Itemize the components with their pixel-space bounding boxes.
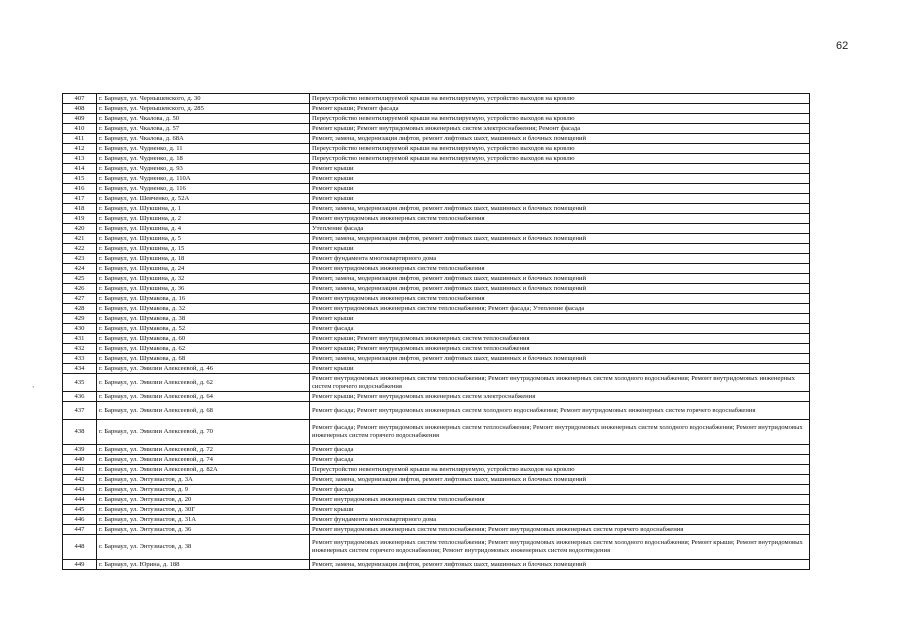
row-number-cell: 408 [63, 104, 97, 114]
row-number-cell: 420 [63, 224, 97, 234]
address-cell: г. Барнаул, ул. Юрина, д. 188 [97, 560, 310, 570]
work-type-cell: Ремонт крыши [310, 314, 810, 324]
work-type-cell: Ремонт фундамента многоквартирного дома [310, 515, 810, 525]
table-row [63, 194, 810, 204]
address-cell: г. Барнаул, ул. Чкалова, д. 57 [97, 124, 310, 134]
address-cell: г. Барнаул, ул. Чудненко, д. 110А [97, 174, 310, 184]
work-type-cell: Ремонт крыши; Ремонт внутридомовых инженерных систем теплоснабжения [310, 344, 810, 354]
work-type-cell: Ремонт фундамента многоквартирного дома [310, 254, 810, 264]
table-row [63, 104, 810, 114]
address-cell: г. Барнаул, ул. Энтузиастов, д. 36 [97, 525, 310, 535]
work-type-cell: Ремонт, замена, модернизация лифтов, ремонт лифтовых шахт, машинных и блочных помещений [310, 234, 810, 244]
table-row [63, 124, 810, 134]
row-number-cell: 407 [63, 94, 97, 104]
table-row [63, 294, 810, 304]
address-cell: г. Барнаул, ул. Шукшина, д. 18 [97, 254, 310, 264]
row-number-cell: 415 [63, 174, 97, 184]
work-type-cell: Ремонт крыши [310, 164, 810, 174]
row-number-cell: 422 [63, 244, 97, 254]
work-type-cell: Ремонт крыши [310, 174, 810, 184]
table-row [63, 560, 810, 570]
table-row [63, 264, 810, 274]
table-row [63, 274, 810, 284]
work-type-cell: Ремонт фасада [310, 445, 810, 455]
address-cell: г. Барнаул, ул. Эмилии Алексеевой, д. 46 [97, 364, 310, 374]
row-number-cell: 433 [63, 354, 97, 364]
row-number-cell: 416 [63, 184, 97, 194]
address-cell: г. Барнаул, ул. Шумакова, д. 52 [97, 324, 310, 334]
work-type-cell: Переустройство невентилируемой крыши на вентилируемую, устройство выходов на кровлю [310, 144, 810, 154]
row-number-cell: 443 [63, 485, 97, 495]
work-type-cell: Ремонт, замена, модернизация лифтов, ремонт лифтовых шахт, машинных и блочных помещений [310, 134, 810, 144]
table-row [63, 505, 810, 515]
address-cell: г. Барнаул, ул. Шумакова, д. 68 [97, 354, 310, 364]
table-row [63, 364, 810, 374]
address-cell: г. Барнаул, ул. Шумакова, д. 32 [97, 304, 310, 314]
table-row [63, 420, 810, 445]
work-type-cell: Ремонт, замена, модернизация лифтов, ремонт лифтовых шахт, машинных и блочных помещений [310, 475, 810, 485]
address-cell: г. Барнаул, ул. Шукшина, д. 4 [97, 224, 310, 234]
table-body [63, 94, 810, 570]
table-row [63, 465, 810, 475]
row-number-cell: 418 [63, 204, 97, 214]
table-row [63, 475, 810, 485]
address-cell: г. Барнаул, ул. Энтузиастов, д. 9 [97, 485, 310, 495]
address-cell: г. Барнаул, ул. Шукшина, д. 5 [97, 234, 310, 244]
row-number-cell: 411 [63, 134, 97, 144]
address-cell: г. Барнаул, ул. Эмилии Алексеевой, д. 70 [97, 420, 310, 445]
address-cell: г. Барнаул, ул. Эмилии Алексеевой, д. 68 [97, 402, 310, 420]
row-number-cell: 421 [63, 234, 97, 244]
address-cell: г. Барнаул, ул. Шевченко, д. 52А [97, 194, 310, 204]
address-cell: г. Барнаул, ул. Шукшина, д. 36 [97, 284, 310, 294]
row-number-cell: 430 [63, 324, 97, 334]
table-row [63, 154, 810, 164]
address-cell: г. Барнаул, ул. Энтузиастов, д. 30Г [97, 505, 310, 515]
work-type-cell: Ремонт внутридомовых инженерных систем теплоснабжения; Ремонт внутридомовых инженерных систем холодного водоснабжения; Ремонт внутридомовых инженерных систем горячего водоснабжения [310, 374, 810, 392]
work-type-cell: Ремонт фасада; Ремонт внутридомовых инженерных систем теплоснабжения; Ремонт внутридомовых инженерных систем холодного водоснабжения; Ремонт внутридомовых инженерных систем горячего водоснабжения [310, 420, 810, 445]
work-type-cell: Ремонт, замена, модернизация лифтов, ремонт лифтовых шахт, машинных и блочных помещений [310, 284, 810, 294]
work-type-cell: Ремонт крыши; Ремонт внутридомовых инженерных систем теплоснабжения [310, 334, 810, 344]
stray-mark: , [32, 380, 35, 389]
work-type-cell: Ремонт крыши; Ремонт внутридомовых инженерных систем электроснабжения [310, 392, 810, 402]
work-type-cell: Ремонт внутридомовых инженерных систем теплоснабжения; Ремонт внутридомовых инженерных систем холодного водоснабжения; Ремонт крыши; Ремонт внутридомовых инженерных систем горячего водоснабжения; Ремонт внутридомовых инженерных систем водоотведения [310, 535, 810, 560]
work-type-cell: Ремонт крыши; Ремонт фасада [310, 104, 810, 114]
row-number-cell: 448 [63, 535, 97, 560]
address-cell: г. Барнаул, ул. Эмилии Алексеевой, д. 64 [97, 392, 310, 402]
table-row [63, 344, 810, 354]
address-cell: г. Барнаул, ул. Чкалова, д. 50 [97, 114, 310, 124]
work-type-cell: Ремонт внутридомовых инженерных систем теплоснабжения [310, 495, 810, 505]
table-row [63, 94, 810, 104]
address-cell: г. Барнаул, ул. Эмилии Алексеевой, д. 62 [97, 374, 310, 392]
address-cell: г. Барнаул, ул. Энтузиастов, д. 38 [97, 535, 310, 560]
address-cell: г. Барнаул, ул. Энтузиастов, д. 20 [97, 495, 310, 505]
address-cell: г. Барнаул, ул. Шукшина, д. 32 [97, 274, 310, 284]
repair-list-table [62, 93, 810, 570]
row-number-cell: 423 [63, 254, 97, 264]
row-number-cell: 426 [63, 284, 97, 294]
row-number-cell: 414 [63, 164, 97, 174]
table-row [63, 204, 810, 214]
work-type-cell: Ремонт крыши [310, 194, 810, 204]
table-row [63, 495, 810, 505]
address-cell: г. Барнаул, ул. Шукшина, д. 15 [97, 244, 310, 254]
work-type-cell: Ремонт, замена, модернизация лифтов, ремонт лифтовых шахт, машинных и блочных помещений [310, 354, 810, 364]
table-row [63, 164, 810, 174]
row-number-cell: 409 [63, 114, 97, 124]
table-row [63, 455, 810, 465]
work-type-cell: Ремонт, замена, модернизация лифтов, ремонт лифтовых шахт, машинных и блочных помещений [310, 560, 810, 570]
table-row [63, 392, 810, 402]
repair-list-table-container [62, 93, 809, 570]
table-row [63, 244, 810, 254]
work-type-cell: Ремонт фасада [310, 485, 810, 495]
work-type-cell: Переустройство невентилируемой крыши на вентилируемую, устройство выходов на кровлю [310, 465, 810, 475]
work-type-cell: Ремонт крыши [310, 244, 810, 254]
row-number-cell: 413 [63, 154, 97, 164]
row-number-cell: 449 [63, 560, 97, 570]
row-number-cell: 445 [63, 505, 97, 515]
work-type-cell: Ремонт внутридомовых инженерных систем теплоснабжения [310, 264, 810, 274]
page-number: 62 [836, 40, 849, 52]
address-cell: г. Барнаул, ул. Энтузиастов, д. 31А [97, 515, 310, 525]
table-row [63, 214, 810, 224]
row-number-cell: 447 [63, 525, 97, 535]
row-number-cell: 438 [63, 420, 97, 445]
table-row [63, 402, 810, 420]
row-number-cell: 429 [63, 314, 97, 324]
address-cell: г. Барнаул, ул. Шумакова, д. 38 [97, 314, 310, 324]
address-cell: г. Барнаул, ул. Шумакова, д. 62 [97, 344, 310, 354]
row-number-cell: 419 [63, 214, 97, 224]
table-row [63, 254, 810, 264]
work-type-cell: Ремонт внутридомовых инженерных систем теплоснабжения [310, 214, 810, 224]
work-type-cell: Ремонт, замена, модернизация лифтов, ремонт лифтовых шахт, машинных и блочных помещений [310, 204, 810, 214]
address-cell: г. Барнаул, ул. Шукшина, д. 2 [97, 214, 310, 224]
row-number-cell: 444 [63, 495, 97, 505]
row-number-cell: 435 [63, 374, 97, 392]
table-row [63, 114, 810, 124]
address-cell: г. Барнаул, ул. Чудненко, д. 18 [97, 154, 310, 164]
work-type-cell: Ремонт фасада; Ремонт внутридомовых инженерных систем холодного водоснабжения; Ремонт внутридомовых инженерных систем горячего водоснабжения [310, 402, 810, 420]
table-row [63, 485, 810, 495]
address-cell: г. Барнаул, ул. Шукшина, д. 1 [97, 204, 310, 214]
address-cell: г. Барнаул, ул. Чкалова, д. 68А [97, 134, 310, 144]
table-row [63, 224, 810, 234]
table-row [63, 134, 810, 144]
address-cell: г. Барнаул, ул. Чудненко, д. 93 [97, 164, 310, 174]
row-number-cell: 432 [63, 344, 97, 354]
table-row [63, 445, 810, 455]
table-row [63, 234, 810, 244]
work-type-cell: Ремонт внутридомовых инженерных систем теплоснабжения; Ремонт фасада; Утепление фасада [310, 304, 810, 314]
work-type-cell: Ремонт крыши; Ремонт внутридомовых инженерных систем электроснабжения; Ремонт фасада [310, 124, 810, 134]
work-type-cell: Переустройство невентилируемой крыши на вентилируемую, устройство выходов на кровлю [310, 114, 810, 124]
work-type-cell: Утепление фасада [310, 224, 810, 234]
work-type-cell: Ремонт крыши [310, 364, 810, 374]
row-number-cell: 428 [63, 304, 97, 314]
table-row [63, 184, 810, 194]
table-row [63, 374, 810, 392]
table-row [63, 304, 810, 314]
table-row [63, 515, 810, 525]
work-type-cell: Ремонт фасада [310, 455, 810, 465]
row-number-cell: 427 [63, 294, 97, 304]
work-type-cell: Ремонт внутридомовых инженерных систем теплоснабжения [310, 294, 810, 304]
row-number-cell: 439 [63, 445, 97, 455]
work-type-cell: Переустройство невентилируемой крыши на вентилируемую, устройство выходов на кровлю [310, 94, 810, 104]
table-row [63, 314, 810, 324]
address-cell: г. Барнаул, ул. Шумакова, д. 60 [97, 334, 310, 344]
address-cell: г. Барнаул, ул. Эмилии Алексеевой, д. 74 [97, 455, 310, 465]
work-type-cell: Ремонт крыши [310, 505, 810, 515]
table-row [63, 525, 810, 535]
row-number-cell: 442 [63, 475, 97, 485]
table-row [63, 174, 810, 184]
row-number-cell: 431 [63, 334, 97, 344]
work-type-cell: Ремонт внутридомовых инженерных систем теплоснабжения; Ремонт внутридомовых инженерных систем горячего водоснабжения [310, 525, 810, 535]
row-number-cell: 441 [63, 465, 97, 475]
row-number-cell: 440 [63, 455, 97, 465]
address-cell: г. Барнаул, ул. Чудненко, д. 116 [97, 184, 310, 194]
address-cell: г. Барнаул, ул. Энтузиастов, д. 3А [97, 475, 310, 485]
table-row [63, 354, 810, 364]
table-row [63, 324, 810, 334]
table-row [63, 144, 810, 154]
table-row [63, 334, 810, 344]
row-number-cell: 436 [63, 392, 97, 402]
row-number-cell: 424 [63, 264, 97, 274]
work-type-cell: Ремонт фасада [310, 324, 810, 334]
work-type-cell: Ремонт крыши [310, 184, 810, 194]
table-row [63, 284, 810, 294]
row-number-cell: 412 [63, 144, 97, 154]
row-number-cell: 425 [63, 274, 97, 284]
work-type-cell: Переустройство невентилируемой крыши на вентилируемую, устройство выходов на кровлю [310, 154, 810, 164]
row-number-cell: 434 [63, 364, 97, 374]
row-number-cell: 417 [63, 194, 97, 204]
row-number-cell: 446 [63, 515, 97, 525]
address-cell: г. Барнаул, ул. Шукшина, д. 24 [97, 264, 310, 274]
row-number-cell: 437 [63, 402, 97, 420]
address-cell: г. Барнаул, ул. Эмилии Алексеевой, д. 72 [97, 445, 310, 455]
row-number-cell: 410 [63, 124, 97, 134]
address-cell: г. Барнаул, ул. Шумакова, д. 16 [97, 294, 310, 304]
work-type-cell: Ремонт, замена, модернизация лифтов, ремонт лифтовых шахт, машинных и блочных помещений [310, 274, 810, 284]
address-cell: г. Барнаул, ул. Чернышевского, д. 285 [97, 104, 310, 114]
address-cell: г. Барнаул, ул. Чернышевского, д. 30 [97, 94, 310, 104]
address-cell: г. Барнаул, ул. Эмилии Алексеевой, д. 82А [97, 465, 310, 475]
address-cell: г. Барнаул, ул. Чудненко, д. 11 [97, 144, 310, 154]
table-row [63, 535, 810, 560]
